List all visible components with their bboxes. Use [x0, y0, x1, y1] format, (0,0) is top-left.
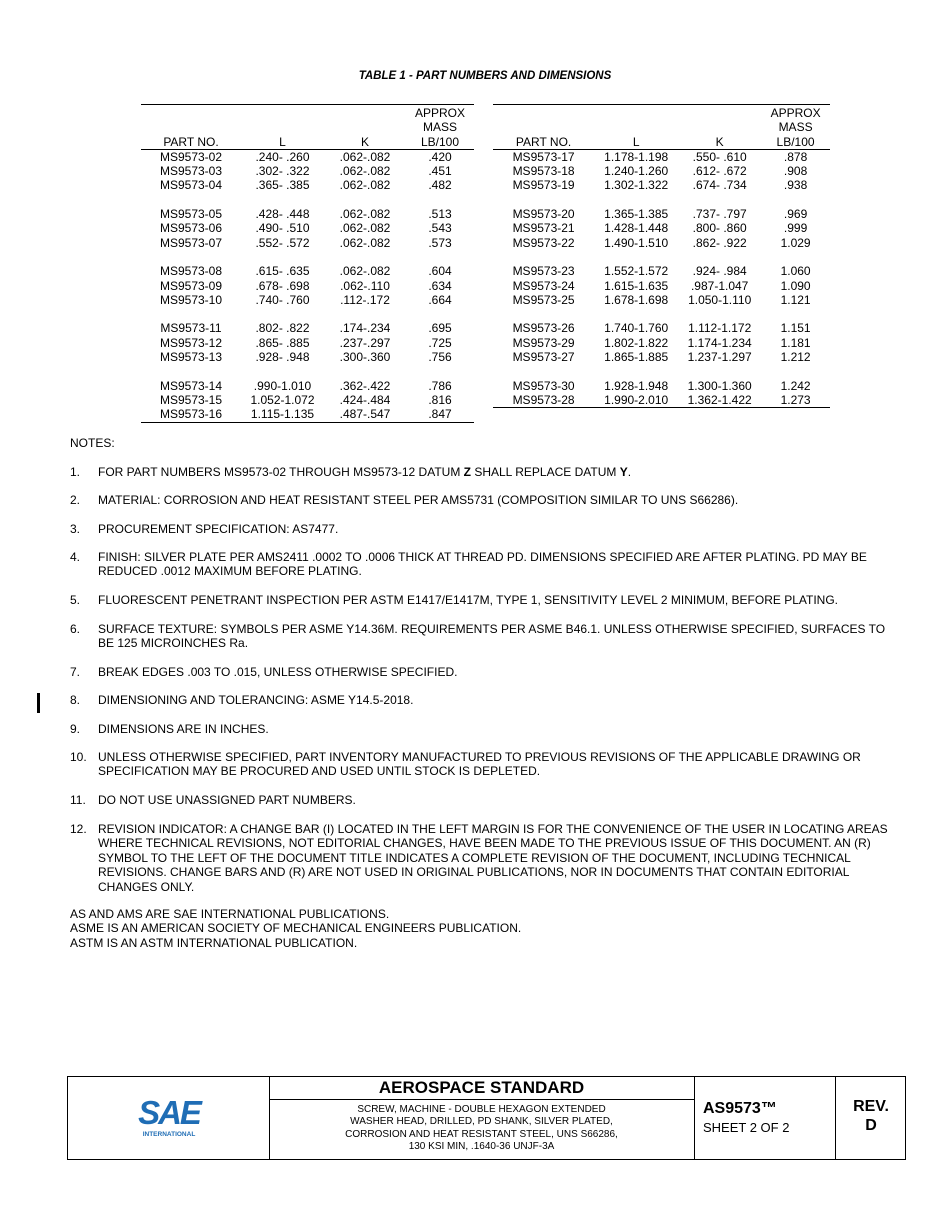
note-text: [98, 493, 890, 507]
note-number: 12.: [70, 822, 87, 836]
group-spacer: [493, 193, 830, 207]
table-row: [141, 264, 474, 278]
mass-cell: .786: [428, 378, 452, 393]
l-dimension-cell: 1.802-1.822: [604, 335, 669, 350]
note-text: [98, 550, 890, 579]
note-number: 2.: [70, 493, 81, 507]
note-number: 3.: [70, 522, 81, 536]
l-dimension-cell: .678- .698: [255, 278, 310, 293]
publication-line: ASME IS AN AMERICAN SOCIETY OF MECHANICAL ENGINEERS PUBLICATION.: [70, 921, 522, 936]
note-text: [98, 722, 890, 736]
mass-cell: .756: [428, 350, 452, 365]
table-row: [141, 149, 474, 164]
l-dimension-cell: 1.678-1.698: [604, 292, 669, 307]
mass-cell: .543: [428, 221, 452, 236]
note-text-segment: SHALL REPLACE DATUM: [471, 465, 620, 479]
mass-cell: .604: [428, 264, 452, 279]
part-number-cell: MS9573-23: [512, 264, 575, 279]
table-row: [493, 149, 830, 164]
part-number-cell: MS9573-25: [512, 292, 575, 307]
k-dimension-cell: .237-.297: [339, 335, 391, 350]
description-line: CORROSION AND HEAT RESISTANT STEEL, UNS S66286,: [345, 1128, 618, 1140]
title-block: [67, 1076, 906, 1160]
k-dimension-cell: 1.362-1.422: [687, 392, 752, 407]
note-item: [70, 493, 890, 507]
header-l: L: [594, 105, 678, 150]
k-dimension-cell: .987-1.047: [690, 278, 749, 293]
part-number-cell: MS9573-03: [159, 164, 223, 179]
k-dimension-cell: .300-.360: [339, 350, 391, 365]
table-row: [493, 207, 830, 221]
table-row: [493, 264, 830, 278]
note-text-segment: UNLESS OTHERWISE SPECIFIED, PART INVENTORY MANUFACTURED TO PREVIOUS REVISIONS OF THE APPLICABLE DRAWING OR SPECIFICATION MAY BE PROCURED AND USED UNTIL STOCK IS DEPLETED.: [98, 750, 861, 779]
k-dimension-cell: .062-.082: [339, 149, 391, 164]
datum-label: Y: [619, 465, 628, 479]
mass-cell: .513: [428, 207, 452, 222]
part-number-cell: MS9573-26: [512, 321, 575, 336]
l-dimension-cell: 1.052-1.072: [250, 392, 315, 407]
part-number-cell: MS9573-12: [159, 335, 223, 350]
part-number-cell: MS9573-29: [512, 335, 575, 350]
note-text: [98, 693, 890, 707]
table-row: [493, 379, 830, 393]
mass-cell: .725: [428, 335, 452, 350]
l-dimension-cell: 1.178-1.198: [604, 149, 669, 164]
publication-line: ASTM IS AN ASTM INTERNATIONAL PUBLICATION.: [70, 935, 358, 950]
table-title: TABLE 1 - PART NUMBERS AND DIMENSIONS: [358, 70, 612, 82]
note-item: [70, 722, 890, 736]
header-k: K: [324, 105, 406, 150]
part-number-cell: MS9573-16: [141, 407, 241, 422]
note-text: [98, 750, 890, 779]
k-dimension-cell: .800- .860: [692, 221, 747, 236]
note-number: 9.: [70, 722, 81, 736]
mass-cell: .634: [428, 278, 452, 293]
part-number-cell: [493, 407, 594, 408]
part-number-cell: MS9573-07: [159, 235, 223, 250]
mass-cell: .482: [428, 178, 452, 193]
header-part-no: PART NO.: [141, 105, 241, 150]
k-dimension-cell: .062-.082: [339, 178, 391, 193]
note-text-segment: FLUORESCENT PENETRANT INSPECTION PER ASTM E1417/E1417M, TYPE 1, SENSITIVITY LEVEL 2 MINIMUM, BEFORE PLATING.: [98, 593, 838, 607]
k-dimension-cell: .062-.082: [339, 207, 391, 222]
document-description: [269, 1100, 694, 1153]
l-dimension-cell: .365- .385: [255, 178, 310, 193]
note-text-segment: DIMENSIONS ARE IN INCHES.: [98, 722, 269, 736]
header-l: L: [241, 105, 324, 150]
table-row: [493, 279, 830, 293]
note-text: [98, 793, 890, 807]
k-dimension-cell: .550- .610: [692, 149, 747, 164]
table-row: [493, 164, 830, 178]
l-dimension-cell: 1.990-2.010: [604, 392, 669, 407]
l-dimension-cell: .928- .948: [255, 350, 310, 365]
title-cell: [269, 1077, 695, 1159]
k-dimension-cell: 1.112-1.172: [688, 321, 752, 336]
table-row: [141, 236, 474, 250]
revision-value: D: [865, 1117, 877, 1134]
note-item: [70, 793, 890, 807]
k-dimension-cell: 1.050-1.110: [688, 292, 752, 307]
note-item: [70, 522, 890, 536]
publications: [70, 907, 521, 950]
note-text: [98, 522, 890, 536]
part-number-cell: MS9573-10: [159, 292, 223, 307]
k-dimension-cell: .862- .922: [692, 235, 747, 250]
note-item: [70, 622, 890, 651]
group-spacer: [141, 307, 474, 321]
note-number: 8.: [70, 693, 81, 707]
header-part-no: PART NO.: [493, 105, 594, 150]
k-dimension-cell: 1.237-1.297: [687, 350, 752, 365]
note-text-segment: FOR PART NUMBERS MS9573-02 THROUGH MS9573-12 DATUM: [98, 465, 464, 479]
k-dimension-cell: .612- .672: [692, 164, 747, 179]
l-dimension-cell: .302- .322: [255, 164, 310, 179]
note-text-segment: .: [627, 465, 632, 479]
logo-cell: [68, 1077, 270, 1159]
change-bar: [37, 693, 40, 713]
l-dimension-cell: 1.115-1.135: [241, 407, 324, 422]
notes-heading: NOTES:: [70, 436, 115, 450]
note-item: [70, 822, 890, 894]
logo-subtext: INTERNATIONAL: [142, 1131, 196, 1138]
part-number-cell: MS9573-30: [512, 378, 575, 393]
note-number: 5.: [70, 593, 81, 607]
l-dimension-cell: .240- .260: [255, 149, 310, 164]
table-row: [141, 178, 474, 192]
mass-cell: 1.090: [780, 278, 811, 293]
mass-cell: .878: [783, 149, 808, 164]
mass-cell: .420: [428, 149, 452, 164]
l-dimension-cell: .552- .572: [255, 235, 310, 250]
k-dimension-cell: .174-.234: [339, 321, 391, 336]
table-row: [141, 207, 474, 221]
l-dimension-cell: .865- .885: [255, 335, 310, 350]
note-number: 6.: [70, 622, 81, 636]
k-dimension-cell: 1.300-1.360: [687, 378, 752, 393]
part-number-cell: MS9573-09: [159, 278, 223, 293]
part-number-cell: MS9573-22: [512, 235, 575, 250]
header-k: K: [678, 105, 761, 150]
note-text-segment: DO NOT USE UNASSIGNED PART NUMBERS.: [98, 793, 356, 807]
mass-cell: 1.212: [780, 350, 811, 365]
note-item: [70, 750, 890, 779]
k-dimension-cell: .062-.082: [339, 235, 391, 250]
part-number-cell: MS9573-15: [159, 392, 223, 407]
note-text-segment: MATERIAL: CORROSION AND HEAT RESISTANT STEEL PER AMS5731 (COMPOSITION SIMILAR TO UNS S66286).: [98, 493, 739, 507]
note-item: [70, 550, 890, 579]
l-dimension-cell: 1.615-1.635: [604, 278, 669, 293]
table-row: [493, 221, 830, 235]
note-text-segment: PROCUREMENT SPECIFICATION: AS7477.: [98, 522, 339, 536]
description-line: 130 KSI MIN, .1640-36 UNJF-3A: [408, 1140, 555, 1152]
table-row: [141, 293, 474, 307]
k-dimension-cell: .424-.484: [339, 392, 391, 407]
part-number-cell: MS9573-17: [512, 149, 575, 164]
l-dimension-cell: 1.240-1.260: [604, 164, 669, 179]
l-dimension-cell: 1.490-1.510: [604, 235, 669, 250]
mass-cell: .969: [783, 207, 808, 222]
group-spacer: [141, 250, 474, 264]
note-number: 4.: [70, 550, 81, 564]
part-number-cell: MS9573-27: [512, 350, 575, 365]
l-dimension-cell: 1.928-1.948: [604, 378, 669, 393]
group-spacer: [141, 193, 474, 207]
l-dimension-cell: 1.365-1.385: [604, 207, 669, 222]
mass-cell: 1.151: [780, 321, 811, 336]
l-dimension-cell: .615- .635: [255, 264, 310, 279]
mass-cell: [761, 407, 830, 408]
l-dimension-cell: 1.428-1.448: [604, 221, 669, 236]
datum-label: Z: [463, 465, 471, 479]
k-dimension-cell: [678, 407, 761, 408]
note-item: [70, 593, 890, 607]
table-row: [493, 336, 830, 350]
note-text: [98, 593, 890, 607]
mass-cell: .573: [428, 235, 452, 250]
group-spacer: [493, 250, 830, 264]
l-dimension-cell: 1.865-1.885: [604, 350, 669, 365]
table-row: [493, 407, 830, 408]
table-row: [141, 393, 474, 407]
l-dimension-cell: .740- .760: [255, 292, 310, 307]
part-number-cell: MS9573-06: [159, 221, 223, 236]
k-dimension-cell: .062-.082: [339, 221, 391, 236]
note-text-segment: DIMENSIONING AND TOLERANCING: ASME Y14.5-2018.: [98, 693, 414, 707]
note-number: 11.: [70, 793, 86, 807]
part-table-left: [141, 104, 474, 423]
l-dimension-cell: .990-1.010: [253, 378, 312, 393]
table-row: [141, 336, 474, 350]
table-row: [493, 236, 830, 250]
l-dimension-cell: [594, 407, 678, 408]
logo-text: SAE: [138, 1094, 200, 1131]
k-dimension-cell: .487-.547: [324, 407, 406, 422]
header-approx-mass: APPROX MASS LB/100: [761, 105, 830, 150]
note-text: [98, 665, 890, 679]
aerospace-standard-heading: AEROSPACE STANDARD: [269, 1077, 694, 1100]
group-spacer: [141, 364, 474, 378]
part-number-cell: MS9573-14: [159, 378, 223, 393]
k-dimension-cell: 1.174-1.234: [687, 335, 752, 350]
table-row: [141, 407, 474, 422]
mass-cell: .664: [428, 292, 452, 307]
part-number-cell: MS9573-05: [159, 207, 223, 222]
table-row: [493, 350, 830, 364]
mass-cell: 1.273: [780, 392, 811, 407]
note-number: 7.: [70, 665, 81, 679]
part-number-cell: MS9573-19: [512, 178, 575, 193]
k-dimension-cell: .362-.422: [339, 378, 391, 393]
part-number-cell: MS9573-02: [159, 149, 223, 164]
table-row: [141, 164, 474, 178]
part-number-cell: MS9573-11: [160, 321, 222, 336]
part-number-cell: MS9573-28: [512, 392, 575, 407]
note-text: [98, 465, 890, 479]
mass-cell: 1.121: [780, 292, 811, 307]
l-dimension-cell: .802- .822: [255, 321, 310, 336]
table-row: [141, 221, 474, 235]
table-row: [141, 350, 474, 364]
mass-cell: .451: [428, 164, 452, 179]
k-dimension-cell: .737- .797: [692, 207, 747, 222]
document-number: AS9573™: [703, 1100, 777, 1117]
mass-cell: .695: [428, 321, 452, 336]
publication-line: AS AND AMS ARE SAE INTERNATIONAL PUBLICATIONS.: [70, 907, 390, 921]
k-dimension-cell: .924- .984: [692, 264, 747, 279]
mass-cell: 1.060: [780, 264, 811, 279]
l-dimension-cell: .490- .510: [255, 221, 310, 236]
mass-cell: 1.029: [780, 235, 811, 250]
table-row: [141, 279, 474, 293]
part-number-cell: MS9573-18: [512, 164, 575, 179]
note-number: 10.: [70, 750, 87, 764]
table-row: [493, 321, 830, 335]
part-number-cell: MS9573-08: [159, 264, 223, 279]
mass-cell: .999: [783, 221, 808, 236]
part-number-cell: MS9573-20: [512, 207, 575, 222]
k-dimension-cell: .062-.082: [339, 164, 391, 179]
mass-cell: 1.242: [780, 378, 811, 393]
document-number-cell: [695, 1077, 836, 1159]
note-item: [70, 665, 890, 679]
mass-cell: 1.181: [780, 335, 811, 350]
part-number-cell: MS9573-13: [159, 350, 223, 365]
part-number-cell: MS9573-21: [512, 221, 575, 236]
mass-cell: .908: [783, 164, 808, 179]
part-number-cell: MS9573-24: [512, 278, 575, 293]
sae-logo-icon: [134, 1094, 204, 1142]
note-text: [98, 822, 890, 894]
group-spacer: [493, 307, 830, 321]
part-number-cell: MS9573-04: [159, 178, 223, 193]
revision-cell: [836, 1077, 906, 1159]
k-dimension-cell: .112-.172: [340, 292, 390, 307]
l-dimension-cell: 1.552-1.572: [604, 264, 669, 279]
note-text-segment: FINISH: SILVER PLATE PER AMS2411 .0002 TO .0006 THICK AT THREAD PD. DIMENSIONS SPECIFIED ARE AFTER PLATING. PD MAY BE REDUCED .0012 MAXIMUM BEFORE PLATING.: [98, 550, 867, 579]
table-row: [493, 393, 830, 407]
note-text-segment: SURFACE TEXTURE: SYMBOLS PER ASME Y14.36M. REQUIREMENTS PER ASME B46.1. UNLESS OTHERWISE SPECIFIED, SURFACES TO BE 125 MICROINCHES Ra.: [98, 622, 886, 651]
k-dimension-cell: .062-.082: [339, 264, 391, 279]
header-approx-mass: APPROX MASS LB/100: [406, 105, 474, 150]
part-table-right: [493, 104, 830, 408]
note-number: 1.: [70, 465, 81, 479]
note-text-segment: BREAK EDGES .003 TO .015, UNLESS OTHERWISE SPECIFIED.: [98, 665, 458, 679]
l-dimension-cell: 1.740-1.760: [604, 321, 669, 336]
table-row: [141, 321, 474, 335]
l-dimension-cell: 1.302-1.322: [604, 178, 669, 193]
description-line: SCREW, MACHINE - DOUBLE HEXAGON EXTENDED: [357, 1104, 606, 1115]
table-row: [141, 379, 474, 393]
note-text-segment: REVISION INDICATOR: A CHANGE BAR (I) LOCATED IN THE LEFT MARGIN IS FOR THE CONVENIENCE OF THE USER IN LOCATING AREAS WHERE TECHNICAL REVISIONS, NOT EDITORIAL CHANGES, HAVE BEEN MADE TO THE PREVIOUS ISSUE OF THIS DOCUMENT. AN (R) SYMBOL TO THE LEFT OF THE DOCUMENT TITLE INDICATES A COMPLETE REVISION OF THE DOCUMENT, INCLUDING TECHNICAL REVISIONS. CHANGE BARS AND (R) ARE NOT USED IN ORIGINAL PUBLICATIONS, NOR IN DOCUMENTS THAT CONTAIN EDITORIAL CHANGES ONLY.: [98, 822, 888, 894]
table-row: [493, 178, 830, 192]
mass-cell: .847: [406, 407, 474, 422]
revision-label: REV.: [853, 1098, 889, 1115]
group-spacer: [493, 364, 830, 378]
note-text: [98, 622, 890, 651]
mass-cell: .816: [428, 392, 452, 407]
note-item: [70, 693, 890, 707]
note-item: [70, 465, 890, 479]
description-line: WASHER HEAD, DRILLED, PD SHANK, SILVER PLATED,: [350, 1116, 613, 1128]
k-dimension-cell: .674- .734: [692, 178, 747, 193]
mass-cell: .938: [783, 178, 808, 193]
k-dimension-cell: .062-.110: [340, 278, 390, 293]
l-dimension-cell: .428- .448: [255, 207, 310, 222]
sheet-number: SHEET 2 OF 2: [703, 1120, 790, 1135]
table-row: [493, 293, 830, 307]
